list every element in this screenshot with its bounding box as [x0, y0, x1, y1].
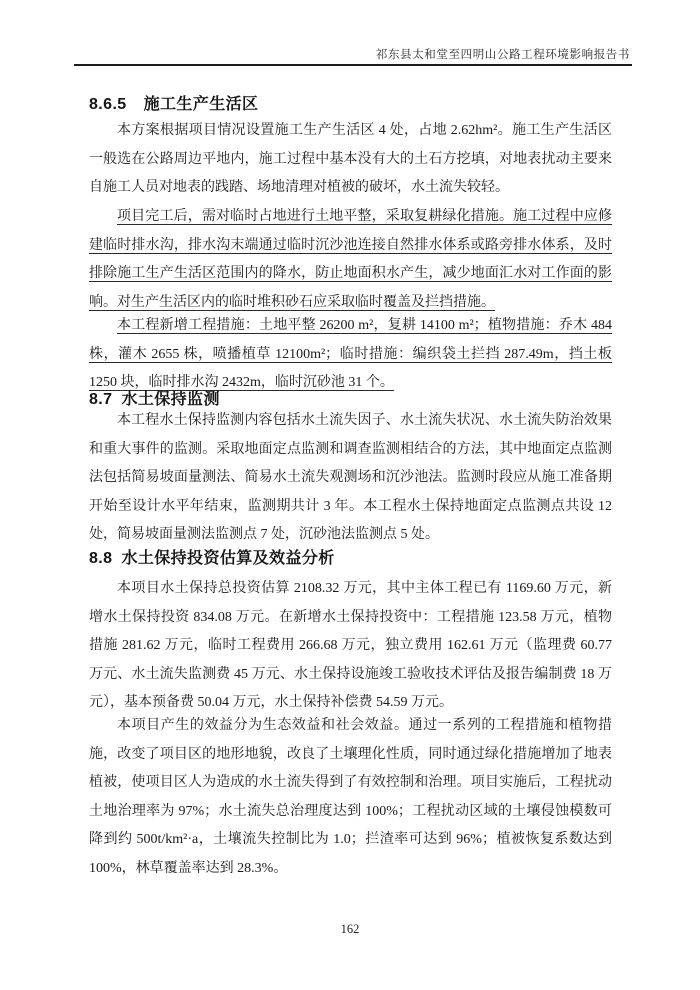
section-title: 水土保持监测 — [121, 391, 220, 408]
paragraph-site-area-overview: 本方案根据项目情况设置施工生产生活区 4 处，占地 2.62hm²。施工生产生活区一般选在公路周边平地内，施工过程中基本没有大的土石方挖填，对地表扰动主要来自施工人员对地表的践踏、场地清理对植被的破坏，水土流失较轻。 — [89, 123, 612, 196]
section-number: 8.7 — [89, 391, 113, 408]
header-rule — [74, 64, 632, 66]
section-number: 8.6.5 — [89, 96, 127, 113]
section-number: 8.8 — [89, 550, 113, 567]
page-footer — [0, 921, 700, 937]
section-heading-8-8 — [89, 548, 612, 570]
section-heading-8-6-5 — [89, 94, 612, 116]
running-header-title: 祁东县太和堂至四明山公路工程环境影响报告书 — [375, 49, 630, 61]
paragraph-monitoring-plan: 本工程水土保持监测内容包括水土流失因子、水土流失状况、水土流失防治效果和重大事件的监测。采取地面定点监测和调查监测相结合的方法，其中地面定点监测法包括简易坡面量测法、简易水土流失观测场和沉沙池法。监测时段应从施工准备期开始至设计水平年结束，监测期共计 3 年。本工程水土保持地面定点监测点共设 12 处，简易坡面量测法监测点 7 处，沉砂池法监测点 5 处。 — [89, 413, 612, 543]
paragraph-benefit-analysis: 本项目产生的效益分为生态效益和社会效益。通过一系列的工程措施和植物措施，改变了项目区的地形地貌，改良了土壤理化性质，同时通过绿化措施增加了地表植被，使项目区人为造成的水土流失得到了有效控制和治理。项目实施后，工程扰动土地治理率为 97%；水土流失总治理度达到 100%；工程扰动区域的土壤侵蚀模数可降到约 500t/km²·a，土壤流失控制比为 1.0；拦渣率可达到 96%；植被恢复系数达到 100%，林草覆盖率达到 28.3%。 — [89, 718, 612, 876]
paragraph-investment-estimate: 本项目水土保持总投资估算 2108.32 万元，其中主体工程已有 1169.60 万元，新增水土保持投资 834.08 万元。在新增水土保持投资中：工程措施 123.58 万元，植物措施 281.62 万元，临时工程费用 266.68 万元，独立费用 162.61 万元（监理费 60.77 万元、水土流失监测费 45 万元、水土保持设施竣工验收技术评估及报告编制费 18 万元），基本预备费 50.04 万元，水土保持补偿费 54.59 万元。 — [89, 581, 612, 711]
section-title: 水土保持投资估算及效益分析 — [121, 550, 335, 567]
paragraph-new-engineering-measures-underlined: 本工程新增工程措施：土地平整 26200 m²，复耕 14100 m²；植物措施：乔木 484 株，灌木 2655 株，喷播植草 12100m²；临时措施：编织袋土拦挡 287.49m，挡土板 1250 块，临时排水沟 2432m，临时沉砂池 31 个。 — [89, 318, 612, 391]
paragraph-post-construction-measures-underlined: 项目完工后，需对临时占地进行土地平整，采取复耕绿化措施。施工过程中应修建临时排水沟，排水沟末端通过临时沉沙池连接自然排水体系或路旁排水体系，及时排除施工生产生活区范围内的降水，防止地面积水产生，减少地面汇水对工作面的影响。对生产生活区内的临时堆积砂石应采取临时覆盖及拦挡措施。 — [89, 209, 612, 310]
page-number: 162 — [340, 922, 360, 936]
section-title: 施工生产生活区 — [143, 96, 259, 113]
running-header — [75, 48, 630, 62]
